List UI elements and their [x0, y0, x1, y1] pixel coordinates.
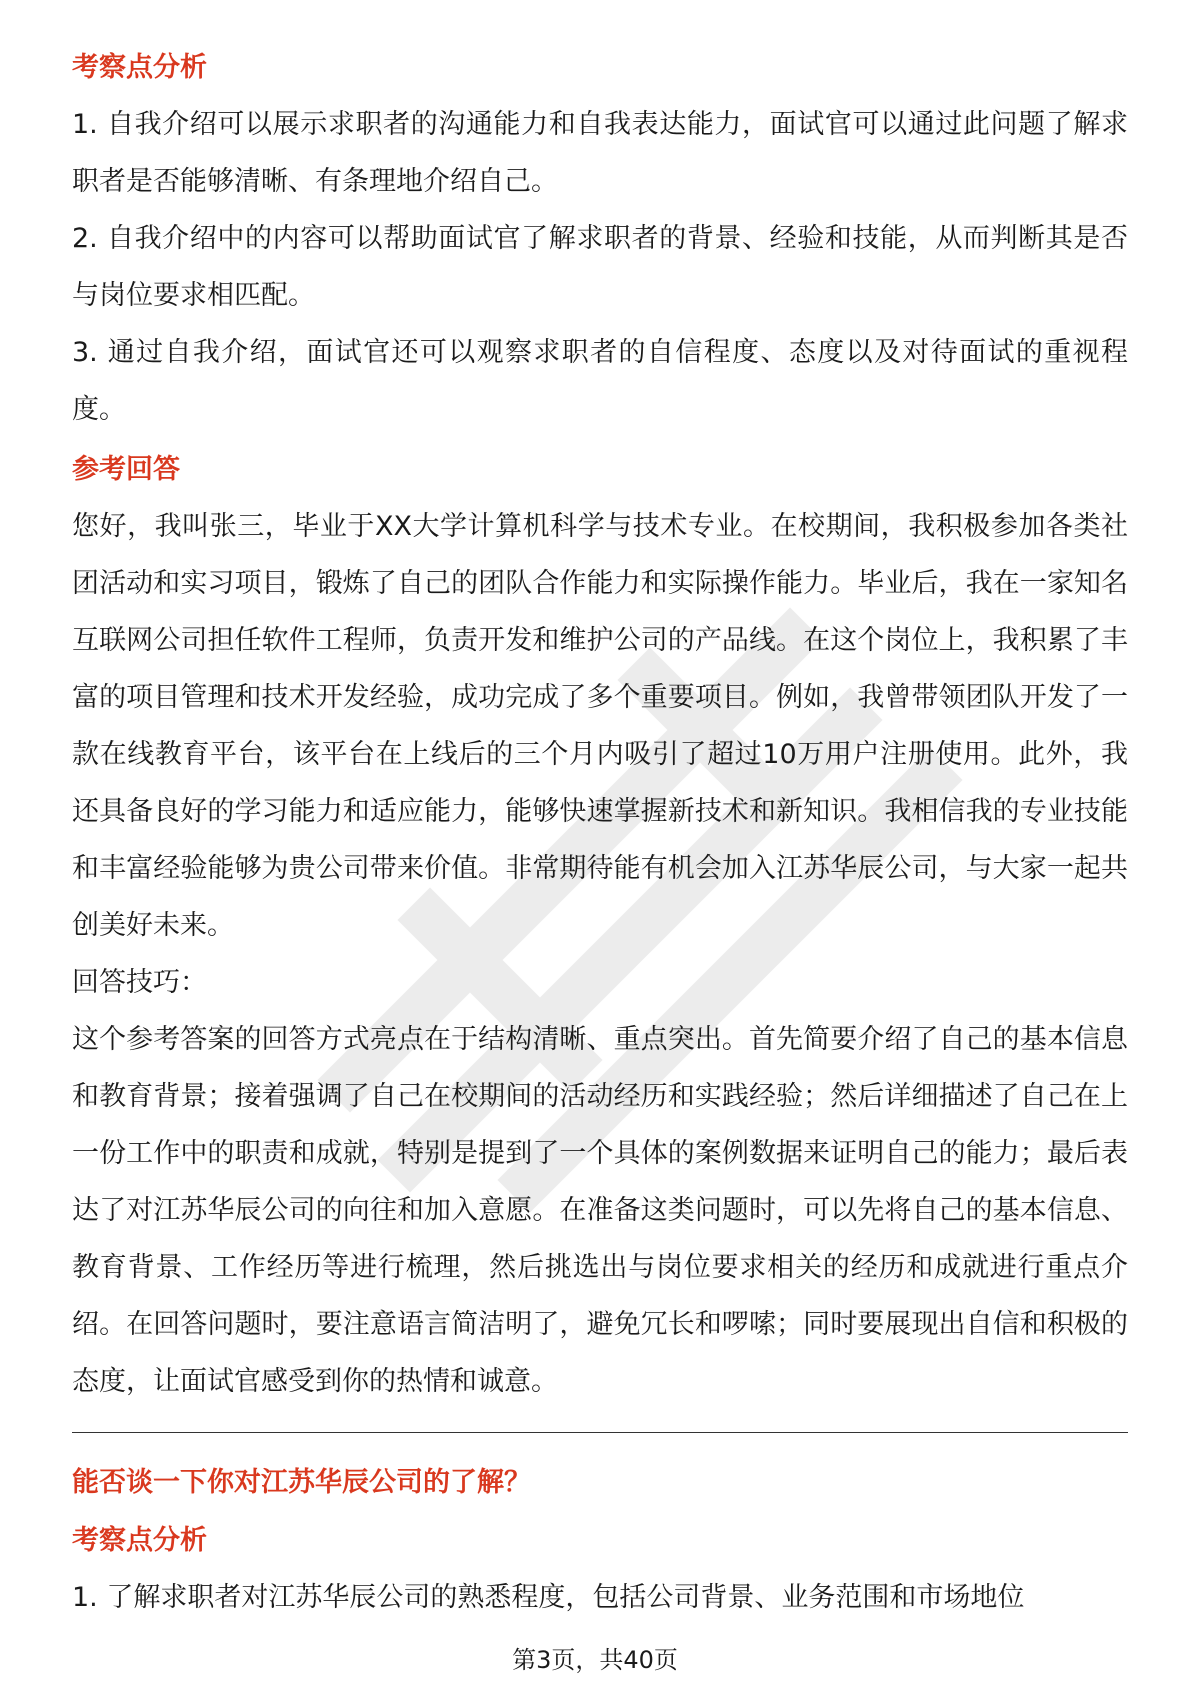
analysis-point-1: 1. 自我介绍可以展示求职者的沟通能力和自我表达能力，面试官可以通过此问题了解求职者是否能够清晰、有条理地介绍自己。	[72, 109, 1128, 197]
page-number: 第3页，共40页	[512, 1646, 678, 1674]
analysis-point-2: 2. 自我介绍中的内容可以帮助面试官了解求职者的背景、经验和技能，从而判断其是否与岗位要求相匹配。	[72, 223, 1128, 311]
answer-text: 您好，我叫张三，毕业于XX大学计算机科学与技术专业。在校期间，我积极参加各类社团活动和实习项目，锻炼了自己的团队合作能力和实际操作能力。毕业后，我在一家知名互联网公司担任软件工程师，负责开发和维护公司的产品线。在这个岗位上，我积累了丰富的项目管理和技术开发经验，成功完成了多个重要项目。例如，我曾带领团队开发了一款在线教育平台，该平台在上线后的三个月内吸引了超过10万用户注册使用。此外，我还具备良好的学习能力和适应能力，能够快速掌握新技术和新知识。我相信我的专业技能和丰富经验能够为贵公司带来价值。非常期待能有机会加入江苏华辰公司，与大家一起共创美好未来。	[72, 511, 1128, 941]
section-divider	[72, 1432, 1128, 1433]
tips-text: 这个参考答案的回答方式亮点在于结构清晰、重点突出。首先简要介绍了自己的基本信息和教育背景；接着强调了自己在校期间的活动经历和实践经验；然后详细描述了自己在上一份工作中的职责和成就，特别是提到了一个具体的案例数据来证明自己的能力；最后表达了对江苏华辰公司的向往和加入意愿。在准备这类问题时，可以先将自己的基本信息、教育背景、工作经历等进行梳理，然后挑选出与岗位要求相关的经历和成就进行重点介绍。在回答问题时，要注意语言简洁明了，避免冗长和啰嗦；同时要展现出自信和积极的态度，让面试官感受到你的热情和诚意。	[72, 1024, 1128, 1397]
analysis-heading: 考察点分析	[72, 52, 207, 83]
tips-label: 回答技巧：	[72, 967, 207, 998]
question-title: 能否谈一下你对江苏华辰公司的了解？	[72, 1467, 531, 1498]
analysis-heading-2: 考察点分析	[72, 1525, 207, 1556]
analysis-point-3: 3. 通过自我介绍，面试官还可以观察求职者的自信程度、态度以及对待面试的重视程度。	[72, 337, 1128, 425]
document-body	[72, 48, 1128, 1626]
analysis-point-2-1: 1. 了解求职者对江苏华辰公司的熟悉程度，包括公司背景、业务范围和市场地位	[72, 1582, 1025, 1613]
answer-heading: 参考回答	[72, 454, 180, 485]
